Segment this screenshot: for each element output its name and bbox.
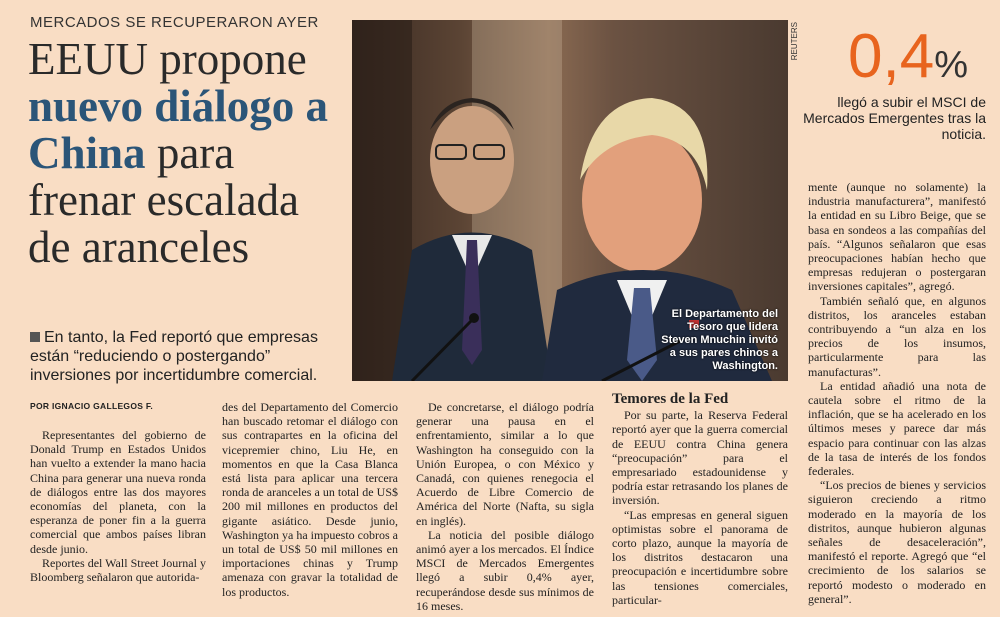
deck: [30, 328, 340, 385]
highlight-number: [848, 24, 968, 98]
highlight-text: llegó a subir el MSCI de Mercados Emergentes tras la noticia.: [803, 94, 986, 142]
square-bullet-icon: [30, 332, 40, 342]
headline-rest: para frenar escalada de aranceles: [28, 128, 300, 272]
paragraph: Por su parte, la Reserva Federal reportó ayer que la guerra comercial de EEUU contra China genera “preocupación” para el empresariado estadounidense y podría estar retrasando los planes de inversión.: [612, 408, 788, 508]
highlight-unit: %: [934, 44, 968, 86]
paragraph: También señaló que, en algunos distritos, los aranceles estaban contribuyendo a “un alza en los precios de los insumos, particularmente para las manufacturas”.: [808, 293, 986, 379]
article-column-1: [30, 428, 206, 584]
deck-text: En tanto, la Fed reportó que empresas están “reduciendo o postergando” inversiones por incertidumbre comercial.: [30, 329, 318, 384]
headline-line1: EEUU propone: [28, 34, 307, 84]
paragraph: des del Departamento del Comercio han buscado retomar el diálogo con sus contrapartes en la oficina del vicepremier chino, Liu He, en momentos en que la Casa Blanca está lista para aplicar una tercera ronda de aranceles a un total de US$ 200 mil millones en productos del gigante asiático. Desde junio, Washington ya ha impuesto cobros a un total de US$ 50 mil millones en importaciones chinas y Trump amenaza con gravar la totalidad de los productos.: [222, 400, 398, 599]
article-column-3: [416, 400, 594, 613]
headline: [28, 36, 348, 271]
section-subhead: Temores de la Fed: [612, 391, 729, 407]
news-photo: [352, 20, 788, 381]
paragraph: “Las empresas en general siguen optimistas sobre el panorama de corto plazo, aunque la mayoría de los distritos destacaron una preocupación e incertidumbre sobre las tensiones comerciales, particular-: [612, 507, 788, 607]
article-column-4: [612, 392, 788, 607]
paragraph: De concretarse, el diálogo podría generar una pausa en el enfrentamiento, similar a lo que Washington ha conseguido con la Unión Europea, o con México y Canadá, con quienes renegocia el Acuerdo de Libre Comercio de América del Norte (Nafta, su sigla en inglés).: [416, 400, 594, 528]
photo-credit: REUTERS: [790, 22, 799, 61]
photo-caption: El Departamento del Tesoro que lidera Steven Mnuchin invitó a sus pares chinos a Washington.: [661, 308, 778, 372]
paragraph: Representantes del gobierno de Donald Trump en Estados Unidos han vuelto a extender la mano hacia China para generar una nueva ronda de diálogos entre las dos mayores economías del planeta, con la esperanza de poner fin a la guerra comercial que ambos países libran desde junio.: [30, 428, 206, 556]
paragraph: La entidad añadió una nota de cautela sobre el ritmo de la inflación, que se ha acelerado en los últimos meses y parece dar más espacio para continuar con las alzas de la tasa de interés de los fondos federales.: [808, 378, 986, 479]
headline-highlight: nuevo diálogo a China: [28, 81, 329, 178]
paragraph: mente (aunque no solamente) la industria manufacturera”, manifestó la entidad en su Libro Beige, que se basa en sondeos a las compañías del país. “Algunos señalaron que esas preocupaciones habían hecho que empresas redujeran o postergaran inversiones capitales”, agregó.: [808, 180, 986, 294]
article-column-5: [808, 180, 986, 606]
paragraph: Reportes del Wall Street Journal y Bloomberg señalaron que autorida-: [30, 555, 206, 585]
paragraph: La noticia del posible diálogo animó ayer a los mercados. El Índice MSCI de Mercados Emergentes llegó a subir 0,4% ayer, recuperándose desde sus mínimos de 16 meses.: [416, 527, 594, 613]
kicker: MERCADOS SE RECUPERARON AYER: [30, 14, 319, 31]
highlight-value: 0,4: [848, 22, 935, 91]
article-column-2: [222, 400, 398, 599]
paragraph: “Los precios de bienes y servicios siguieron creciendo a ritmo moderado en la mayoría de los distritos, aunque hubieron algunas señales de desaceleración”, manifestó el reporte. Agregó que “el crecimiento de los salarios se reportó modesto o moderado en general”.: [808, 478, 986, 606]
byline: POR IGNACIO GALLEGOS F.: [30, 401, 154, 411]
